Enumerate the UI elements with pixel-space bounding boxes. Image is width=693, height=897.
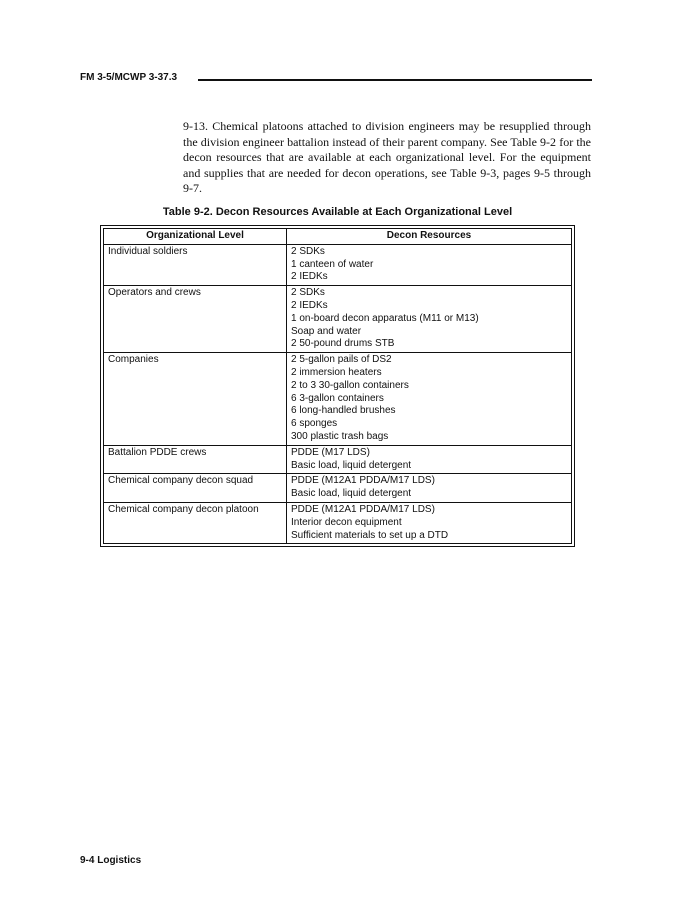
header-rule <box>198 79 592 81</box>
resource-item: 2 SDKs <box>291 287 325 299</box>
resource-item: Sufficient materials to set up a DTD <box>291 529 449 541</box>
resource-item: 2 IEDKs <box>291 299 328 311</box>
org-level-cell: Operators and crews <box>104 286 287 353</box>
table-body <box>104 244 572 544</box>
resource-item: 6 3-gallon containers <box>291 392 384 404</box>
resource-item: 6 long-handled brushes <box>291 405 396 417</box>
resource-item: 2 5-gallon pails of DS2 <box>291 354 392 366</box>
decon-resources-cell <box>287 353 572 446</box>
resource-item: 300 plastic trash bags <box>291 430 389 442</box>
table-row <box>104 474 572 503</box>
resource-item: PDDE (M12A1 PDDA/M17 LDS) <box>291 503 435 515</box>
resource-item: 2 immersion heaters <box>291 366 382 378</box>
decon-resources-table <box>100 225 575 547</box>
resource-item: 6 sponges <box>291 418 338 430</box>
table-header-row <box>104 229 572 245</box>
column-header-level: Organizational Level <box>104 229 287 245</box>
table-title: Table 9-2. Decon Resources Available at Each Organizational Level <box>162 206 513 218</box>
org-level-cell: Companies <box>104 353 287 446</box>
resource-item: 2 50-pound drums STB <box>291 338 395 350</box>
resource-item: Soap and water <box>291 325 362 337</box>
resource-item: PDDE (M12A1 PDDA/M17 LDS) <box>291 475 435 487</box>
table <box>103 228 572 544</box>
resource-item: Basic load, liquid detergent <box>291 459 412 471</box>
resource-item: 1 on-board decon apparatus (M11 or M13) <box>291 312 479 324</box>
body-paragraph: 9-13. Chemical platoons attached to division engineers may be resupplied through the division engineer battalion instead of their parent company. See Table 9-2 for the decon resources that are available at each organizational level. For the equipment and supplies that are needed for decon operations, see Table 9-3, pages 9-5 through 9-7. <box>183 119 591 196</box>
table-row <box>104 353 572 446</box>
decon-resources-cell <box>287 286 572 353</box>
decon-resources-cell <box>287 244 572 285</box>
org-level-cell: Chemical company decon squad <box>104 474 287 503</box>
resource-item: Interior decon equipment <box>291 516 402 528</box>
decon-resources-cell <box>287 502 572 543</box>
org-level-cell: Chemical company decon platoon <box>104 502 287 543</box>
resource-item: 2 IEDKs <box>291 271 328 283</box>
table-row <box>104 502 572 543</box>
table-row <box>104 244 572 285</box>
running-header: FM 3-5/MCWP 3-37.3 <box>80 72 178 83</box>
resource-item: Basic load, liquid detergent <box>291 488 412 500</box>
resource-item: 2 to 3 30-gallon containers <box>291 379 409 391</box>
resource-item: 1 canteen of water <box>291 258 374 270</box>
page-footer: 9-4 Logistics <box>80 855 142 866</box>
table-row <box>104 445 572 474</box>
resource-item: 2 SDKs <box>291 245 325 257</box>
decon-resources-cell <box>287 474 572 503</box>
decon-resources-cell <box>287 445 572 474</box>
resource-item: PDDE (M17 LDS) <box>291 446 370 458</box>
org-level-cell: Battalion PDDE crews <box>104 445 287 474</box>
table-row <box>104 286 572 353</box>
org-level-cell: Individual soldiers <box>104 244 287 285</box>
column-header-resources: Decon Resources <box>287 229 572 245</box>
